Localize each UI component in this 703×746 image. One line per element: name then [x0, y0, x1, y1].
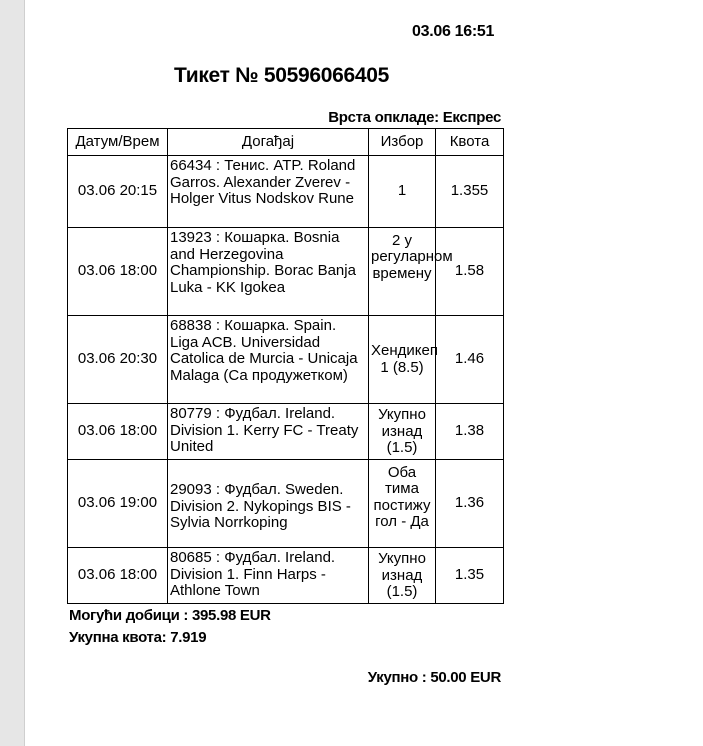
row-event: 13923 : Кошарка. Bosnia and Herzegovina Championship. Borac Banja Luka - KK Igokea — [168, 228, 369, 316]
bet-type-label: Врста опкладе: — [328, 109, 443, 126]
row-odds: 1.58 — [436, 228, 504, 316]
row-event: 66434 : Тенис. ATP. Roland Garros. Alexander Zverev - Holger Vitus Nodskov Rune — [168, 156, 369, 228]
table-row — [68, 404, 504, 460]
row-selection: Хендикеп 1 (8.5) — [369, 316, 436, 404]
print-datetime: 03.06 16:51 — [412, 23, 495, 40]
row-odds: 1.36 — [436, 460, 504, 548]
table-row — [68, 156, 504, 228]
table-row — [68, 548, 504, 604]
possible-win — [69, 607, 271, 624]
row-selection: Оба тима постижу гол - Да — [369, 460, 436, 548]
possible-win-value: 395.98 EUR — [191, 607, 271, 624]
table-header-row — [68, 129, 504, 156]
table-row — [68, 316, 504, 404]
viewer-left-margin — [0, 0, 25, 746]
row-date: 03.06 20:30 — [68, 316, 168, 404]
table-row — [68, 460, 504, 548]
total-odds — [69, 629, 206, 646]
ticket-title: Тикет № 50596066405 — [174, 64, 389, 87]
row-event: 80685 : Фудбал. Ireland. Division 1. Finn Harps - Athlone Town — [168, 548, 369, 604]
possible-win-label: Могући добици : — [69, 607, 192, 624]
total-stake — [368, 669, 501, 686]
row-selection: Укупно изнад (1.5) — [369, 404, 436, 460]
table-row — [68, 228, 504, 316]
column-header-event: Догађај — [168, 129, 369, 156]
total-stake-label: Укупно : — [367, 669, 431, 686]
row-selection: 1 — [369, 156, 436, 228]
row-event: 29093 : Фудбал. Sweden. Division 2. Nykopings BIS - Sylvia Norrkoping — [168, 460, 369, 548]
row-odds: 1.355 — [436, 156, 504, 228]
column-header-date: Датум/Врем — [68, 129, 168, 156]
column-header-selection: Избор — [369, 129, 436, 156]
total-odds-label: Укупна квота: — [69, 629, 171, 646]
bet-type-value: Експрес — [442, 109, 501, 126]
row-odds: 1.35 — [436, 548, 504, 604]
row-odds: 1.46 — [436, 316, 504, 404]
row-date: 03.06 19:00 — [68, 460, 168, 548]
row-date: 03.06 18:00 — [68, 548, 168, 604]
row-odds: 1.38 — [436, 404, 504, 460]
row-date: 03.06 20:15 — [68, 156, 168, 228]
total-stake-value: 50.00 EUR — [430, 669, 501, 686]
row-date: 03.06 18:00 — [68, 404, 168, 460]
total-odds-value: 7.919 — [170, 629, 207, 646]
column-header-odds: Квота — [436, 129, 504, 156]
row-selection: 2 у регуларном времену — [369, 228, 436, 316]
row-event: 68838 : Кошарка. Spain. Liga ACB. Universidad Catolica de Murcia - Unicaja Malaga (Са продужетком) — [168, 316, 369, 404]
row-event: 80779 : Фудбал. Ireland. Division 1. Kerry FC - Treaty United — [168, 404, 369, 460]
row-selection: Укупно изнад (1.5) — [369, 548, 436, 604]
row-date: 03.06 18:00 — [68, 228, 168, 316]
bets-table — [67, 128, 504, 604]
bet-type — [328, 109, 501, 126]
